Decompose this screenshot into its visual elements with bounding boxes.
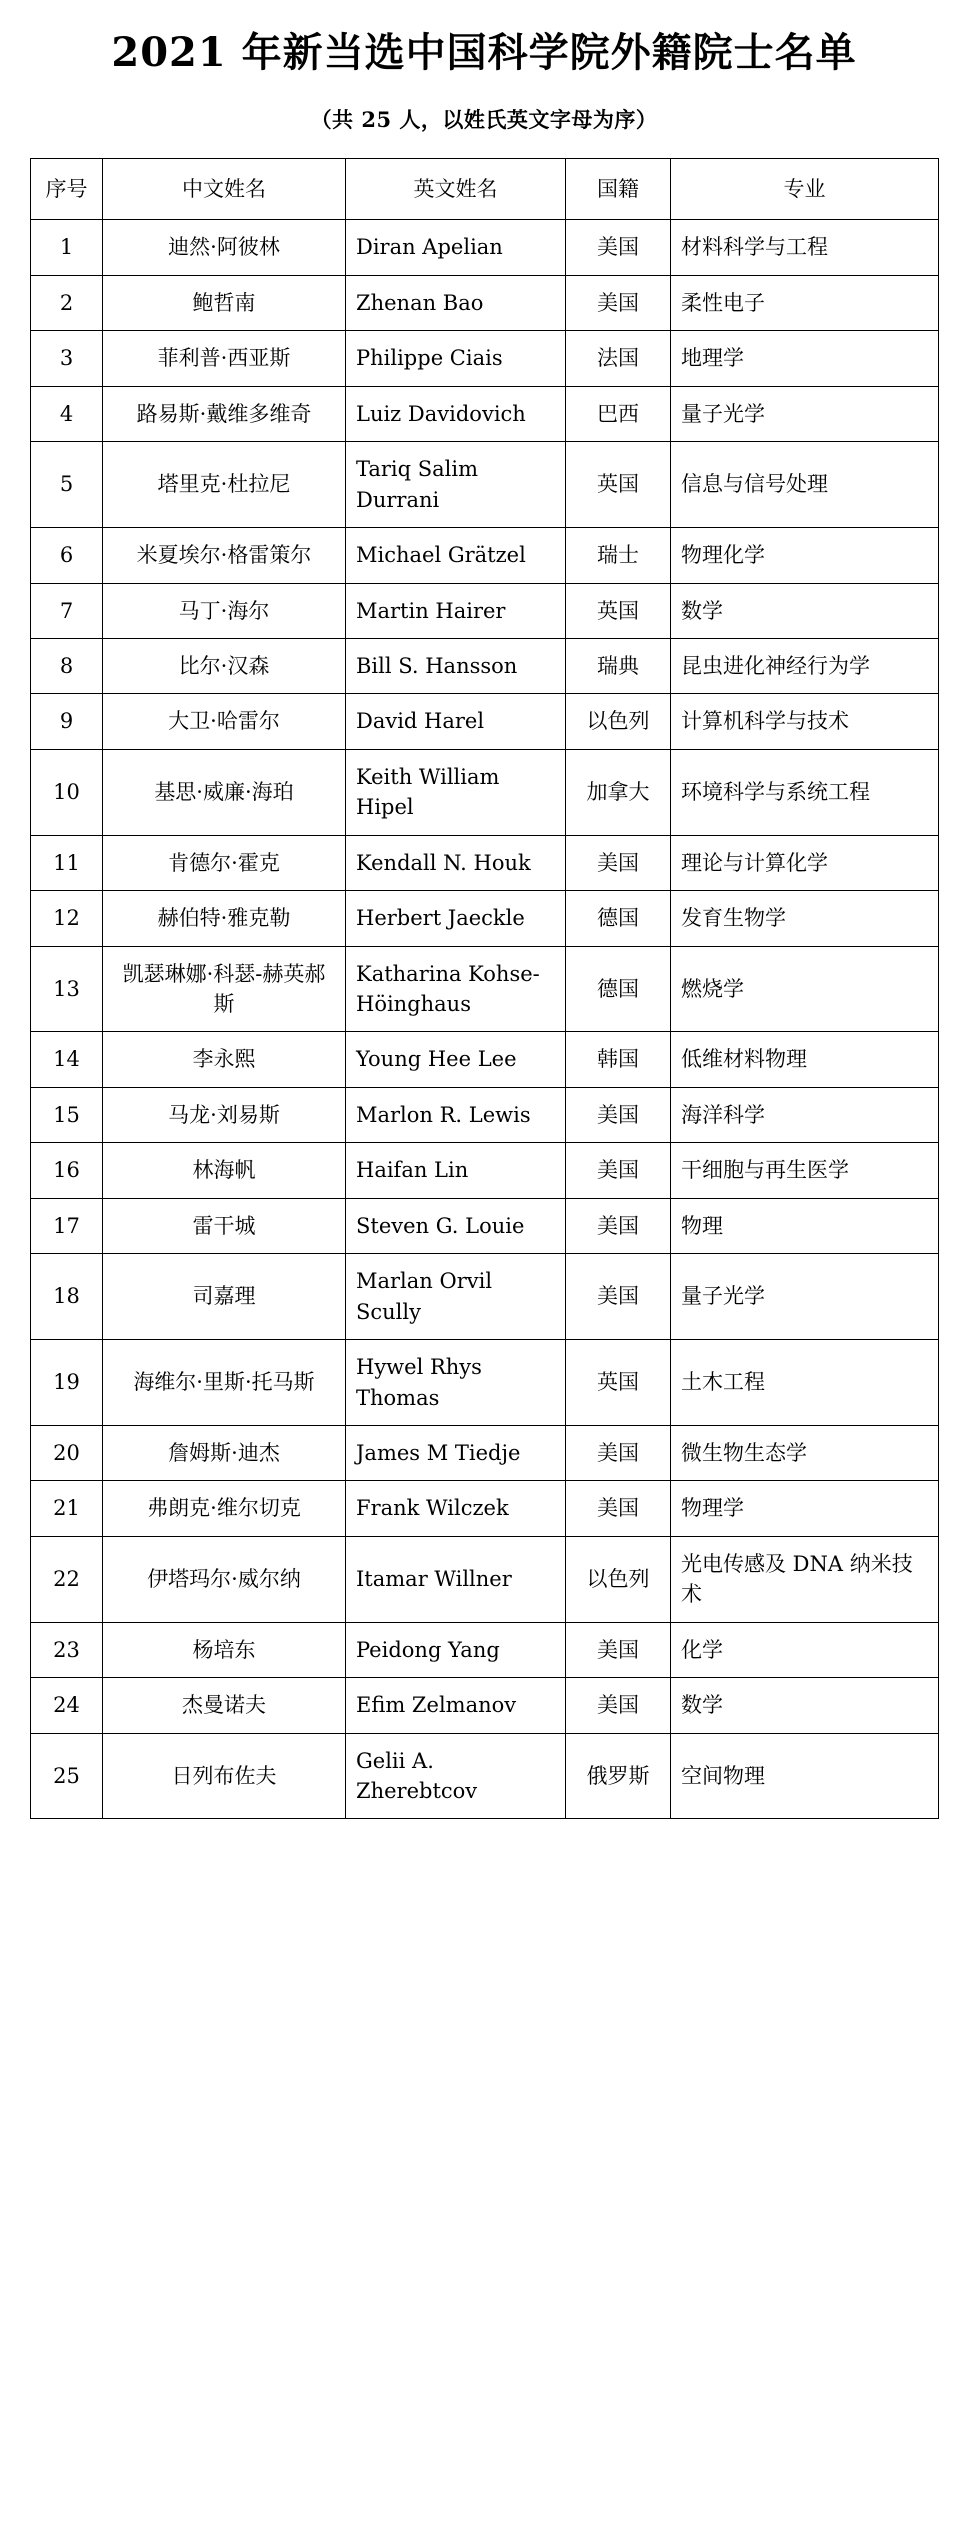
cell-index: 12	[31, 891, 103, 946]
table-row	[31, 220, 939, 275]
cell-index: 15	[31, 1087, 103, 1142]
cell-index: 4	[31, 386, 103, 441]
cell-index: 10	[31, 749, 103, 835]
cell-english-name: Hywel Rhys Thomas	[346, 1340, 566, 1426]
cell-nationality: 美国	[566, 220, 671, 275]
table-row	[31, 1733, 939, 1819]
cell-index: 1	[31, 220, 103, 275]
table-row	[31, 1536, 939, 1622]
cell-index: 23	[31, 1622, 103, 1677]
cell-index: 19	[31, 1340, 103, 1426]
page-subtitle: （共 25 人，以姓氏英文字母为序）	[310, 107, 658, 132]
cell-major: 地理学	[671, 331, 939, 386]
cell-english-name: Philippe Ciais	[346, 331, 566, 386]
cell-english-name: Zhenan Bao	[346, 275, 566, 330]
cell-major: 物理学	[671, 1481, 939, 1536]
cell-major: 光电传感及 DNA 纳米技术	[671, 1536, 939, 1622]
cell-nationality: 美国	[566, 1622, 671, 1677]
cell-index: 14	[31, 1032, 103, 1087]
cell-major: 理论与计算化学	[671, 835, 939, 890]
cell-major: 信息与信号处理	[671, 442, 939, 528]
table-header	[31, 159, 939, 220]
cell-english-name: Bill S. Hansson	[346, 638, 566, 693]
cell-english-name: Itamar Willner	[346, 1536, 566, 1622]
cell-english-name: Tariq Salim Durrani	[346, 442, 566, 528]
cell-nationality: 法国	[566, 331, 671, 386]
cell-major: 海洋科学	[671, 1087, 939, 1142]
cell-english-name: Frank Wilczek	[346, 1481, 566, 1536]
inductees-table	[30, 158, 939, 1819]
cell-english-name: Martin Hairer	[346, 583, 566, 638]
cell-major: 发育生物学	[671, 891, 939, 946]
column-header-index: 序号	[31, 159, 103, 220]
cell-major: 环境科学与系统工程	[671, 749, 939, 835]
cell-nationality: 瑞典	[566, 638, 671, 693]
cell-major: 昆虫进化神经行为学	[671, 638, 939, 693]
cell-index: 2	[31, 275, 103, 330]
cell-english-name: Efim Zelmanov	[346, 1678, 566, 1733]
table-row	[31, 275, 939, 330]
cell-chinese-name: 詹姆斯·迪杰	[103, 1425, 346, 1480]
table-row	[31, 891, 939, 946]
table-row	[31, 1622, 939, 1677]
cell-chinese-name: 凯瑟琳娜·科瑟-赫英郝斯	[103, 946, 346, 1032]
cell-nationality: 美国	[566, 1425, 671, 1480]
cell-english-name: Marlon R. Lewis	[346, 1087, 566, 1142]
cell-nationality: 以色列	[566, 1536, 671, 1622]
cell-english-name: Michael Grätzel	[346, 528, 566, 583]
cell-chinese-name: 弗朗克·维尔切克	[103, 1481, 346, 1536]
table-row	[31, 749, 939, 835]
table-row	[31, 1254, 939, 1340]
cell-index: 5	[31, 442, 103, 528]
cell-chinese-name: 肯德尔·霍克	[103, 835, 346, 890]
column-header-chinese-name: 中文姓名	[103, 159, 346, 220]
cell-english-name: Gelii A. Zherebtcov	[346, 1733, 566, 1819]
table-row	[31, 1032, 939, 1087]
table-row	[31, 442, 939, 528]
table-row	[31, 1340, 939, 1426]
cell-index: 13	[31, 946, 103, 1032]
cell-nationality: 加拿大	[566, 749, 671, 835]
cell-chinese-name: 菲利普·西亚斯	[103, 331, 346, 386]
cell-index: 9	[31, 694, 103, 749]
table-row	[31, 1143, 939, 1198]
cell-index: 20	[31, 1425, 103, 1480]
cell-chinese-name: 马龙·刘易斯	[103, 1087, 346, 1142]
cell-chinese-name: 雷干城	[103, 1198, 346, 1253]
table-row	[31, 1425, 939, 1480]
cell-chinese-name: 基思·威廉·海珀	[103, 749, 346, 835]
cell-chinese-name: 赫伯特·雅克勒	[103, 891, 346, 946]
column-header-major: 专业	[671, 159, 939, 220]
cell-major: 数学	[671, 1678, 939, 1733]
cell-index: 25	[31, 1733, 103, 1819]
cell-nationality: 美国	[566, 275, 671, 330]
cell-english-name: James M Tiedje	[346, 1425, 566, 1480]
table-row	[31, 1087, 939, 1142]
cell-nationality: 德国	[566, 946, 671, 1032]
table-row	[31, 1678, 939, 1733]
cell-nationality: 美国	[566, 835, 671, 890]
cell-chinese-name: 林海帆	[103, 1143, 346, 1198]
table-row	[31, 386, 939, 441]
table-body	[31, 220, 939, 1819]
cell-english-name: Peidong Yang	[346, 1622, 566, 1677]
cell-nationality: 英国	[566, 442, 671, 528]
cell-chinese-name: 杰曼诺夫	[103, 1678, 346, 1733]
cell-index: 8	[31, 638, 103, 693]
cell-major: 计算机科学与技术	[671, 694, 939, 749]
document-page	[0, 28, 968, 1819]
cell-major: 空间物理	[671, 1733, 939, 1819]
column-header-english-name: 英文姓名	[346, 159, 566, 220]
cell-nationality: 俄罗斯	[566, 1733, 671, 1819]
cell-major: 燃烧学	[671, 946, 939, 1032]
cell-nationality: 以色列	[566, 694, 671, 749]
cell-chinese-name: 司嘉理	[103, 1254, 346, 1340]
cell-chinese-name: 杨培东	[103, 1622, 346, 1677]
cell-major: 量子光学	[671, 386, 939, 441]
cell-chinese-name: 海维尔·里斯·托马斯	[103, 1340, 346, 1426]
cell-index: 16	[31, 1143, 103, 1198]
table-row	[31, 528, 939, 583]
page-title: 2021 年新当选中国科学院外籍院士名单	[111, 29, 857, 76]
cell-nationality: 德国	[566, 891, 671, 946]
column-header-nationality: 国籍	[566, 159, 671, 220]
cell-chinese-name: 李永熙	[103, 1032, 346, 1087]
cell-english-name: Kendall N. Houk	[346, 835, 566, 890]
table-row	[31, 835, 939, 890]
cell-chinese-name: 鲍哲南	[103, 275, 346, 330]
table-row	[31, 694, 939, 749]
cell-english-name: Diran Apelian	[346, 220, 566, 275]
cell-index: 18	[31, 1254, 103, 1340]
cell-major: 干细胞与再生医学	[671, 1143, 939, 1198]
cell-chinese-name: 迪然·阿彼林	[103, 220, 346, 275]
cell-english-name: David Harel	[346, 694, 566, 749]
table-row	[31, 638, 939, 693]
cell-major: 低维材料物理	[671, 1032, 939, 1087]
cell-chinese-name: 大卫·哈雷尔	[103, 694, 346, 749]
cell-english-name: Luiz Davidovich	[346, 386, 566, 441]
cell-index: 11	[31, 835, 103, 890]
cell-major: 微生物生态学	[671, 1425, 939, 1480]
cell-chinese-name: 伊塔玛尔·威尔纳	[103, 1536, 346, 1622]
cell-index: 17	[31, 1198, 103, 1253]
cell-index: 7	[31, 583, 103, 638]
cell-major: 物理化学	[671, 528, 939, 583]
cell-english-name: Herbert Jaeckle	[346, 891, 566, 946]
cell-major: 物理	[671, 1198, 939, 1253]
cell-chinese-name: 米夏埃尔·格雷策尔	[103, 528, 346, 583]
cell-chinese-name: 日列布佐夫	[103, 1733, 346, 1819]
table-row	[31, 331, 939, 386]
cell-major: 化学	[671, 1622, 939, 1677]
cell-major: 量子光学	[671, 1254, 939, 1340]
cell-nationality: 美国	[566, 1678, 671, 1733]
cell-index: 6	[31, 528, 103, 583]
cell-nationality: 美国	[566, 1198, 671, 1253]
cell-nationality: 英国	[566, 583, 671, 638]
table-row	[31, 946, 939, 1032]
cell-english-name: Haifan Lin	[346, 1143, 566, 1198]
cell-english-name: Katharina Kohse-Höinghaus	[346, 946, 566, 1032]
cell-index: 21	[31, 1481, 103, 1536]
cell-english-name: Steven G. Louie	[346, 1198, 566, 1253]
cell-nationality: 美国	[566, 1087, 671, 1142]
cell-nationality: 韩国	[566, 1032, 671, 1087]
table-header-row	[31, 159, 939, 220]
table-row	[31, 1481, 939, 1536]
cell-nationality: 瑞士	[566, 528, 671, 583]
table-row	[31, 1198, 939, 1253]
cell-chinese-name: 比尔·汉森	[103, 638, 346, 693]
cell-nationality: 巴西	[566, 386, 671, 441]
cell-chinese-name: 马丁·海尔	[103, 583, 346, 638]
cell-english-name: Young Hee Lee	[346, 1032, 566, 1087]
cell-chinese-name: 塔里克·杜拉尼	[103, 442, 346, 528]
cell-nationality: 美国	[566, 1481, 671, 1536]
cell-index: 22	[31, 1536, 103, 1622]
cell-major: 材料科学与工程	[671, 220, 939, 275]
table-row	[31, 583, 939, 638]
cell-nationality: 英国	[566, 1340, 671, 1426]
cell-major: 土木工程	[671, 1340, 939, 1426]
cell-nationality: 美国	[566, 1254, 671, 1340]
cell-english-name: Keith William Hipel	[346, 749, 566, 835]
cell-index: 24	[31, 1678, 103, 1733]
cell-major: 柔性电子	[671, 275, 939, 330]
cell-english-name: Marlan Orvil Scully	[346, 1254, 566, 1340]
cell-index: 3	[31, 331, 103, 386]
cell-nationality: 美国	[566, 1143, 671, 1198]
cell-chinese-name: 路易斯·戴维多维奇	[103, 386, 346, 441]
cell-major: 数学	[671, 583, 939, 638]
